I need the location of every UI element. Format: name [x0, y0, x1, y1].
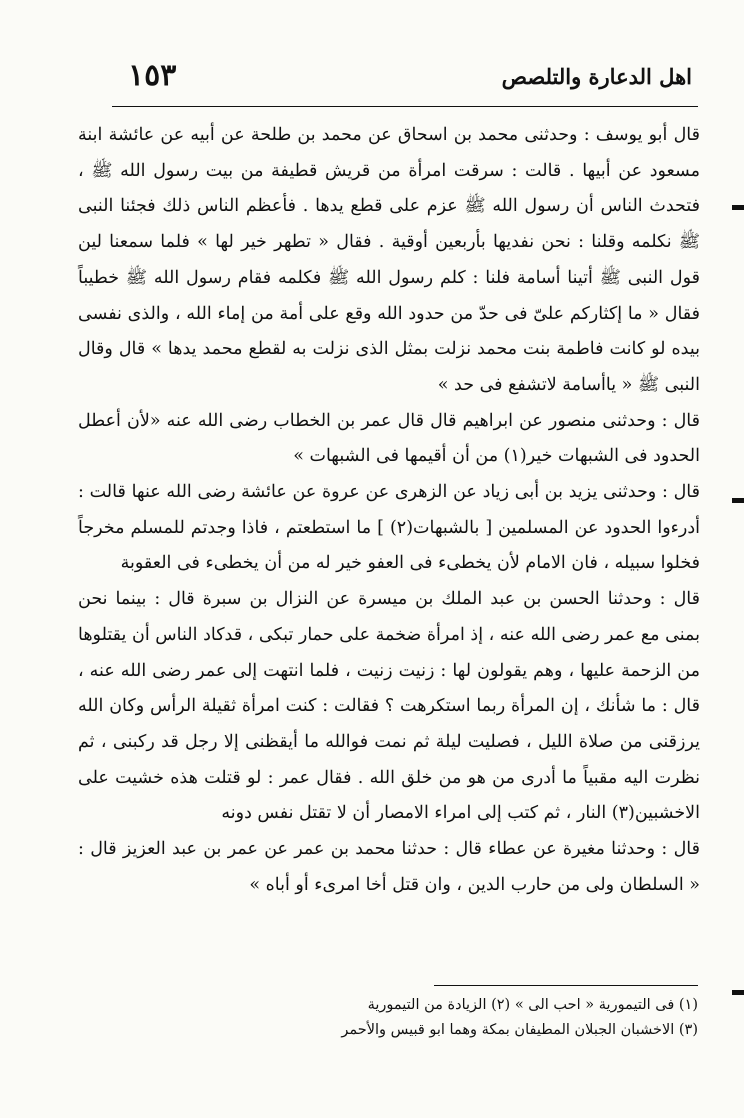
paragraph-5: قال : وحدثنا مغيرة عن عطاء قال : حدثنا محمد بن عمر عن عمر بن عبد العزيز قال : « السلطان ولى من حارب الدين ، وان قتل أخا امرىء أو أباه »: [78, 839, 700, 895]
header-rule: [112, 106, 698, 107]
paragraph-1: قال أبو يوسف : وحدثنى محمد بن اسحاق عن محمد بن طلحة عن أبيه عن عائشة ابنة مسعود عن أبيها . قالت : سرقت امرأة من قريش قطيفة من بيت رسول الله ﷺ ، فتحدث الناس أن رسول الله ﷺ عزم على قطع يدها . فأعظم الناس ذلك فجئنا النبى ﷺ نكلمه وقلنا : نحن نفديها بأربعين أوقية . فقال « تطهر خير لها » فلما سمعنا لين قول النبى ﷺ أتينا أسامة فلنا : كلم رسول الله ﷺ فكلمه فقام رسول الله ﷺ خطيباً فقال « ما إكثاركم علىّ فى حدّ من حدود الله وقع على أمة من إماء الله ، والذى نفسى بيده لو كانت فاطمة بنت محمد نزلت بمثل الذى نزلت به لقطع محمد يدها » قال وقال النبى ﷺ « ياأسامة لاتشفع فى حد »: [78, 125, 700, 395]
page-edge-mark: [732, 498, 744, 503]
paragraph-2: قال : وحدثنى منصور عن ابراهيم قال قال عمر بن الخطاب رضى الله عنه «لأن أعطل الحدود فى الشبهات خير(١) من أن أقيمها فى الشبهات »: [78, 410, 700, 467]
paragraph-3: قال : وحدثنى يزيد بن أبى زياد عن الزهرى عن عروة عن عائشة رضى الله عنها قالت : أدرءوا الحدود عن المسلمين [ بالشبهات(٢) ] ما استطعتم ، فاذا وجدتم للمسلم مخرجاً فخلوا سبيله ، فان الامام لأن يخطىء فى العفو خير له من أن يخطىء فى العقوبة: [78, 482, 700, 574]
footnotes: [250, 993, 698, 1043]
page-header: [110, 58, 692, 98]
page-number: ١٥٣: [128, 58, 177, 93]
paragraph-4: قال : وحدثنا الحسن بن عبد الملك بن ميسرة عن النزال بن سبرة قال : بينما نحن بمنى مع عمر رضى الله عنه ، إذ امرأة ضخمة على حمار تبكى ، قدكاد الناس أن يقتلوها من الزحمة عليها ، وهم يقولون لها : زنيت زنيت ، فلما انتهت إلى عمر رضى الله عنه ، قال : ما شأنك ، إن المرأة ربما استكرهت ؟ فقالت : كنت امرأة ثقيلة الرأس وكان الله يرزقنى من صلاة الليل ، فصليت ليلة ثم نمت فوالله ما أيقظنى إلا رجل قد ركبنى ، ثم نظرت اليه مقبياً ما أدرى من هو من خلق الله . فقال عمر : لو قتلت هذه خشيت على الاخشبين(٣) النار ، ثم كتب إلى امراء الامصار أن لا تقتل نفس دونه: [78, 589, 700, 824]
body-text: [78, 118, 700, 903]
running-head: اهل الدعارة والتلصص: [501, 64, 692, 89]
footnote-rule: [434, 985, 698, 986]
footnote-line-2: (٣) الاخشبان الجبلان المطيفان بمكة وهما ابو قبيس والأحمر: [341, 1022, 698, 1038]
footnote-line-1: (١) فى التيمورية « احب الى » (٢) الزيادة من التيمورية: [367, 997, 698, 1013]
page-edge-mark: [732, 205, 744, 210]
page-edge-mark: [732, 990, 744, 995]
